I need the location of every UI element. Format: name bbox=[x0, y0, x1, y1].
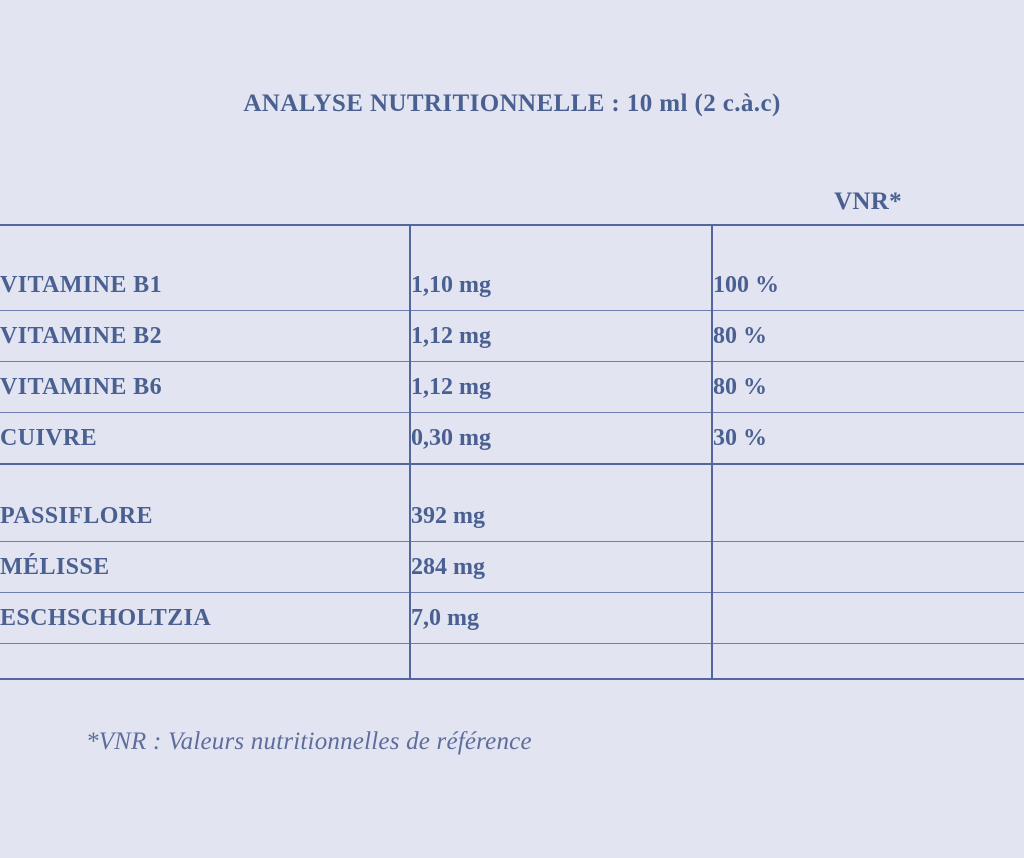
nutrition-table bbox=[0, 224, 1024, 680]
nutrient-name: CUIVRE bbox=[0, 413, 410, 465]
nutrient-name: VITAMINE B6 bbox=[0, 362, 410, 413]
table-spacer-top bbox=[0, 225, 1024, 260]
nutrient-vnr bbox=[712, 491, 1024, 542]
table-row bbox=[0, 542, 1024, 593]
nutrient-value: 392 mg bbox=[410, 491, 712, 542]
nutrient-value: 1,10 mg bbox=[410, 260, 712, 311]
footnote: *VNR : Valeurs nutritionnelles de référence bbox=[86, 728, 532, 755]
nutrient-vnr: 30 % bbox=[712, 413, 1024, 465]
table-row bbox=[0, 311, 1024, 362]
nutrient-name: MÉLISSE bbox=[0, 542, 410, 593]
nutrient-vnr: 100 % bbox=[712, 260, 1024, 311]
spacer-cell bbox=[0, 644, 410, 680]
nutrient-name: VITAMINE B2 bbox=[0, 311, 410, 362]
nutrient-value: 0,30 mg bbox=[410, 413, 712, 465]
nutrient-name: ESCHSCHOLTZIA bbox=[0, 593, 410, 644]
column-header-vnr: VNR* bbox=[834, 188, 902, 215]
table-spacer-bottom bbox=[0, 644, 1024, 680]
spacer-cell bbox=[712, 464, 1024, 491]
table-row bbox=[0, 413, 1024, 465]
table-row bbox=[0, 260, 1024, 311]
page-title: ANALYSE NUTRITIONNELLE : 10 ml (2 c.à.c) bbox=[243, 90, 781, 117]
nutrient-value: 7,0 mg bbox=[410, 593, 712, 644]
nutrient-value: 1,12 mg bbox=[410, 362, 712, 413]
nutrient-name: PASSIFLORE bbox=[0, 491, 410, 542]
table-row bbox=[0, 593, 1024, 644]
nutrient-vnr bbox=[712, 593, 1024, 644]
spacer-cell bbox=[712, 225, 1024, 260]
spacer-cell bbox=[0, 225, 410, 260]
nutrient-vnr: 80 % bbox=[712, 311, 1024, 362]
table-group-separator bbox=[0, 464, 1024, 491]
nutrient-value: 284 mg bbox=[410, 542, 712, 593]
nutrient-vnr bbox=[712, 542, 1024, 593]
spacer-cell bbox=[410, 644, 712, 680]
spacer-cell bbox=[0, 464, 410, 491]
nutrient-vnr: 80 % bbox=[712, 362, 1024, 413]
nutrient-value: 1,12 mg bbox=[410, 311, 712, 362]
spacer-cell bbox=[410, 225, 712, 260]
spacer-cell bbox=[712, 644, 1024, 680]
nutrient-name: VITAMINE B1 bbox=[0, 260, 410, 311]
table-row bbox=[0, 491, 1024, 542]
table-row bbox=[0, 362, 1024, 413]
spacer-cell bbox=[410, 464, 712, 491]
